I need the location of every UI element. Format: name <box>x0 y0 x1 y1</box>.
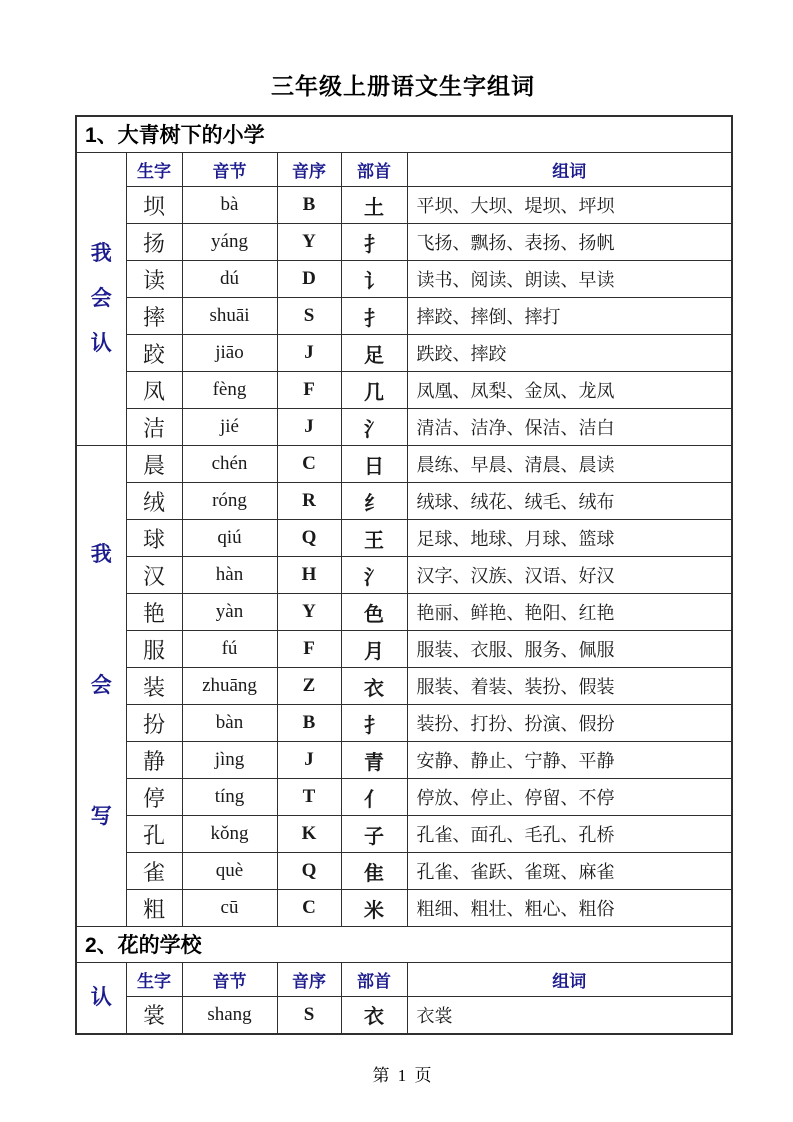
words-cell: 飞扬、飘扬、表扬、扬帆 <box>407 224 732 261</box>
initial-cell: B <box>277 705 341 742</box>
pinyin-cell: zhuāng <box>182 668 277 705</box>
group-label-char: 会 <box>90 674 112 697</box>
radical-cell: 纟 <box>341 483 407 520</box>
pinyin-cell: cū <box>182 890 277 927</box>
radical-cell: 土 <box>341 187 407 224</box>
vocab-row <box>76 298 732 335</box>
column-header-row <box>76 153 732 187</box>
initial-cell: H <box>277 557 341 594</box>
radical-cell: 色 <box>341 594 407 631</box>
pinyin-cell: tíng <box>182 779 277 816</box>
words-cell: 摔跤、摔倒、摔打 <box>407 298 732 335</box>
words-cell: 停放、停止、停留、不停 <box>407 779 732 816</box>
words-cell: 衣裳 <box>407 997 732 1034</box>
radical-cell: 扌 <box>341 224 407 261</box>
char-cell: 停 <box>126 779 182 816</box>
pinyin-cell: kǒng <box>182 816 277 853</box>
char-cell: 静 <box>126 742 182 779</box>
radical-cell: 衣 <box>341 997 407 1034</box>
words-cell: 清洁、洁净、保洁、洁白 <box>407 409 732 446</box>
vocab-row <box>76 705 732 742</box>
char-cell: 洁 <box>126 409 182 446</box>
vocab-row <box>76 668 732 705</box>
pinyin-cell: qiú <box>182 520 277 557</box>
pinyin-cell: dú <box>182 261 277 298</box>
initial-cell: T <box>277 779 341 816</box>
group-label <box>76 446 126 927</box>
vocab-row <box>76 997 732 1034</box>
char-cell: 扬 <box>126 224 182 261</box>
column-header-radical: 部首 <box>341 153 407 187</box>
vocab-row <box>76 890 732 927</box>
vocab-row <box>76 446 732 483</box>
vocab-row <box>76 631 732 668</box>
char-cell: 读 <box>126 261 182 298</box>
document-title: 三年级上册语文生字组词 <box>271 73 535 99</box>
radical-cell: 王 <box>341 520 407 557</box>
column-header-words: 组词 <box>407 963 732 997</box>
radical-cell: 足 <box>341 335 407 372</box>
vocab-row <box>76 594 732 631</box>
vocab-row <box>76 742 732 779</box>
initial-cell: C <box>277 890 341 927</box>
char-cell: 孔 <box>126 816 182 853</box>
initial-cell: S <box>277 298 341 335</box>
pinyin-cell: fèng <box>182 372 277 409</box>
words-cell: 读书、阅读、朗读、早读 <box>407 261 732 298</box>
pinyin-cell: shang <box>182 997 277 1034</box>
words-cell: 粗细、粗壮、粗心、粗俗 <box>407 890 732 927</box>
words-cell: 足球、地球、月球、篮球 <box>407 520 732 557</box>
words-cell: 艳丽、鲜艳、艳阳、红艳 <box>407 594 732 631</box>
char-cell: 扮 <box>126 705 182 742</box>
pinyin-cell: bà <box>182 187 277 224</box>
vocab-row <box>76 187 732 224</box>
vocab-table <box>75 115 733 1035</box>
vocab-row <box>76 261 732 298</box>
pinyin-cell: jié <box>182 409 277 446</box>
section-title-row <box>76 116 732 153</box>
initial-cell: C <box>277 446 341 483</box>
vocab-row <box>76 816 732 853</box>
char-cell: 裳 <box>126 997 182 1034</box>
group-label-char: 认 <box>90 985 112 1009</box>
initial-cell: S <box>277 997 341 1034</box>
pinyin-cell: fú <box>182 631 277 668</box>
char-cell: 晨 <box>126 446 182 483</box>
initial-cell: D <box>277 261 341 298</box>
radical-cell: 亻 <box>341 779 407 816</box>
char-cell: 球 <box>126 520 182 557</box>
pinyin-cell: yàn <box>182 594 277 631</box>
column-header-char: 生字 <box>126 153 182 187</box>
group-label-char: 会 <box>90 287 112 310</box>
char-cell: 艳 <box>126 594 182 631</box>
initial-cell: Q <box>277 853 341 890</box>
char-cell: 跤 <box>126 335 182 372</box>
group-label-char: 认 <box>90 332 112 355</box>
char-cell: 服 <box>126 631 182 668</box>
words-cell: 绒球、绒花、绒毛、绒布 <box>407 483 732 520</box>
pinyin-cell: hàn <box>182 557 277 594</box>
radical-cell: 米 <box>341 890 407 927</box>
column-header-char: 生字 <box>126 963 182 997</box>
vocab-row <box>76 409 732 446</box>
column-header-initial: 音序 <box>277 963 341 997</box>
column-header-initial: 音序 <box>277 153 341 187</box>
vocab-row <box>76 372 732 409</box>
words-cell: 孔雀、雀跃、雀斑、麻雀 <box>407 853 732 890</box>
pinyin-cell: chén <box>182 446 277 483</box>
radical-cell: 氵 <box>341 557 407 594</box>
char-cell: 汉 <box>126 557 182 594</box>
vocab-row <box>76 335 732 372</box>
vocab-row <box>76 853 732 890</box>
initial-cell: Z <box>277 668 341 705</box>
section-title-row <box>76 927 732 963</box>
char-cell: 摔 <box>126 298 182 335</box>
vocab-table-body <box>76 116 732 1034</box>
words-cell: 安静、静止、宁静、平静 <box>407 742 732 779</box>
char-cell: 凤 <box>126 372 182 409</box>
radical-cell: 子 <box>341 816 407 853</box>
initial-cell: F <box>277 631 341 668</box>
radical-cell: 月 <box>341 631 407 668</box>
radical-cell: 衣 <box>341 668 407 705</box>
vocab-row <box>76 779 732 816</box>
initial-cell: K <box>277 816 341 853</box>
radical-cell: 氵 <box>341 409 407 446</box>
section-title: 2、花的学校 <box>76 927 732 963</box>
group-label-char: 我 <box>90 242 112 265</box>
pinyin-cell: bàn <box>182 705 277 742</box>
radical-cell: 日 <box>341 446 407 483</box>
char-cell: 坝 <box>126 187 182 224</box>
initial-cell: J <box>277 742 341 779</box>
pinyin-cell: jiāo <box>182 335 277 372</box>
char-cell: 粗 <box>126 890 182 927</box>
initial-cell: J <box>277 409 341 446</box>
words-cell: 汉字、汉族、汉语、好汉 <box>407 557 732 594</box>
pinyin-cell: jìng <box>182 742 277 779</box>
char-cell: 雀 <box>126 853 182 890</box>
initial-cell: Y <box>277 224 341 261</box>
radical-cell: 讠 <box>341 261 407 298</box>
words-cell: 凤凰、凤梨、金凤、龙凤 <box>407 372 732 409</box>
column-header-pinyin: 音节 <box>182 153 277 187</box>
initial-cell: R <box>277 483 341 520</box>
pinyin-cell: què <box>182 853 277 890</box>
column-header-words: 组词 <box>407 153 732 187</box>
pinyin-cell: róng <box>182 483 277 520</box>
pinyin-cell: shuāi <box>182 298 277 335</box>
char-cell: 绒 <box>126 483 182 520</box>
radical-cell: 隹 <box>341 853 407 890</box>
radical-cell: 扌 <box>341 705 407 742</box>
group-label <box>76 153 126 446</box>
vocab-row <box>76 557 732 594</box>
vocab-row <box>76 224 732 261</box>
radical-cell: 青 <box>341 742 407 779</box>
group-label-char: 我 <box>90 543 112 566</box>
group-label-char: 写 <box>90 805 112 828</box>
vocab-row <box>76 483 732 520</box>
words-cell: 平坝、大坝、堤坝、坪坝 <box>407 187 732 224</box>
words-cell: 服装、着装、装扮、假装 <box>407 668 732 705</box>
initial-cell: B <box>277 187 341 224</box>
words-cell: 跌跤、摔跤 <box>407 335 732 372</box>
radical-cell: 扌 <box>341 298 407 335</box>
group-label <box>76 963 126 1034</box>
words-cell: 孔雀、面孔、毛孔、孔桥 <box>407 816 732 853</box>
page-number: 第 1 页 <box>372 1065 434 1085</box>
section-title: 1、大青树下的小学 <box>76 116 732 153</box>
words-cell: 晨练、早晨、清晨、晨读 <box>407 446 732 483</box>
column-header-radical: 部首 <box>341 963 407 997</box>
words-cell: 服装、衣服、服务、佩服 <box>407 631 732 668</box>
initial-cell: F <box>277 372 341 409</box>
column-header-pinyin: 音节 <box>182 963 277 997</box>
initial-cell: J <box>277 335 341 372</box>
initial-cell: Q <box>277 520 341 557</box>
radical-cell: 几 <box>341 372 407 409</box>
words-cell: 装扮、打扮、扮演、假扮 <box>407 705 732 742</box>
column-header-row <box>76 963 732 997</box>
char-cell: 装 <box>126 668 182 705</box>
pinyin-cell: yáng <box>182 224 277 261</box>
initial-cell: Y <box>277 594 341 631</box>
vocab-row <box>76 520 732 557</box>
